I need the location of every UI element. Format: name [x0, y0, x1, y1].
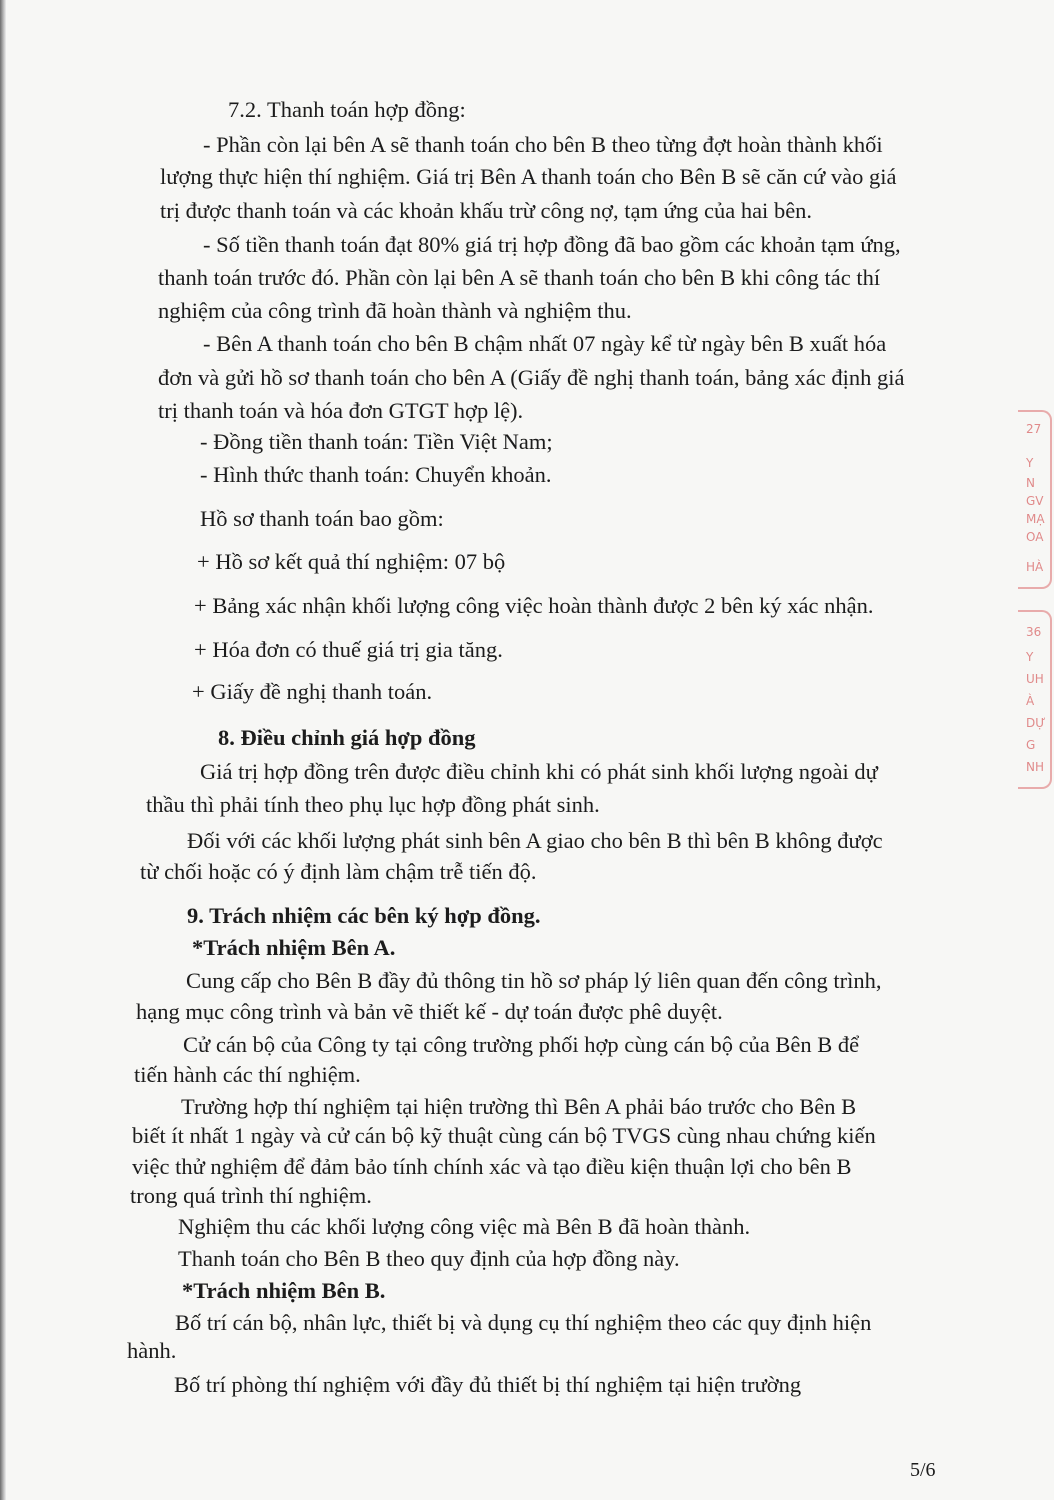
- paragraph-line: trong quá trình thí nghiệm.: [130, 1183, 372, 1208]
- paragraph-line: Cử cán bộ của Công ty tại công trường phối hợp cùng cán bộ của Bên B để: [183, 1032, 860, 1057]
- paragraph-line: Cung cấp cho Bên B đầy đủ thông tin hồ sơ pháp lý liên quan đến công trình,: [186, 968, 882, 993]
- stamp-text: NH: [1026, 760, 1044, 774]
- stamp-text: GV: [1026, 494, 1044, 508]
- subsection-party-a-heading: *Trách nhiệm Bên A.: [192, 935, 396, 960]
- list-item: + Bảng xác nhận khối lượng công việc hoàn thành được 2 bên ký xác nhận.: [194, 593, 874, 618]
- paragraph-line: Đối với các khối lượng phát sinh bên A giao cho bên B thì bên B không được: [187, 828, 883, 853]
- stamp-text: Y: [1026, 650, 1034, 664]
- subsection-party-b-heading: *Trách nhiệm Bên B.: [182, 1278, 386, 1303]
- section-9-heading: 9. Trách nhiệm các bên ký hợp đồng.: [187, 903, 541, 928]
- paragraph-line: hành.: [127, 1338, 177, 1363]
- paragraph-line: trị được thanh toán và các khoản khấu trừ công nợ, tạm ứng của hai bên.: [160, 198, 813, 223]
- paragraph-line: Nghiệm thu các khối lượng công việc mà Bên B đã hoàn thành.: [178, 1214, 751, 1239]
- stamp-text: OA: [1026, 530, 1044, 544]
- paragraph-line: - Hình thức thanh toán: Chuyển khoản.: [200, 462, 552, 487]
- list-item: + Hồ sơ kết quả thí nghiệm: 07 bộ: [197, 549, 506, 574]
- stamp-text: G: [1026, 738, 1036, 752]
- stamp-text: À: [1026, 694, 1035, 708]
- paragraph-line: nghiệm của công trình đã hoàn thành và nghiệm thu.: [158, 298, 632, 323]
- section-8-heading: 8. Điều chỉnh giá hợp đồng: [218, 725, 476, 750]
- stamp-text: MẠ: [1026, 512, 1045, 526]
- stamp-text: Y: [1026, 456, 1034, 470]
- paragraph-line: thầu thì phải tính theo phụ lục hợp đồng phát sinh.: [146, 792, 600, 817]
- stamp-text: DỰ: [1026, 716, 1046, 730]
- list-item: + Giấy đề nghị thanh toán.: [192, 679, 433, 704]
- paragraph-line: từ chối hoặc có ý định làm chậm trễ tiến độ.: [140, 859, 537, 884]
- paragraph-line: đơn và gửi hồ sơ thanh toán cho bên A (Giấy đề nghị thanh toán, bảng xác định giá: [158, 365, 905, 390]
- paragraph-line: - Bên A thanh toán cho bên B chậm nhất 07 ngày kể từ ngày bên B xuất hóa: [203, 331, 887, 356]
- stamp-text: 36: [1026, 625, 1042, 639]
- page-number: 5/6: [910, 1459, 936, 1481]
- list-item: + Hóa đơn có thuế giá trị gia tăng.: [194, 637, 503, 662]
- section-7-2-heading: 7.2. Thanh toán hợp đồng:: [228, 97, 466, 122]
- paragraph-line: hạng mục công trình và bản vẽ thiết kế - dự toán được phê duyệt.: [136, 999, 723, 1024]
- paragraph-line: Giá trị hợp đồng trên được điều chỉnh khi có phát sinh khối lượng ngoài dự: [200, 759, 878, 784]
- stamp-text: N: [1026, 476, 1035, 490]
- paragraph-line: - Phần còn lại bên A sẽ thanh toán cho bên B theo từng đợt hoàn thành khối: [203, 132, 883, 157]
- seal-stamp-fragment: [1016, 410, 1052, 790]
- paragraph-line: - Đồng tiền thanh toán: Tiền Việt Nam;: [200, 429, 553, 454]
- paragraph-line: - Số tiền thanh toán đạt 80% giá trị hợp đồng đã bao gồm các khoản tạm ứng,: [203, 232, 901, 257]
- paragraph-line: Trường hợp thí nghiệm tại hiện trường thì Bên A phải báo trước cho Bên B: [181, 1094, 857, 1119]
- paragraph-line: thanh toán trước đó. Phần còn lại bên A sẽ thanh toán cho bên B khi công tác thí: [158, 265, 881, 290]
- paragraph-line: Bố trí cán bộ, nhân lực, thiết bị và dụng cụ thí nghiệm theo các quy định hiện: [175, 1310, 872, 1335]
- paragraph-line: Hồ sơ thanh toán bao gồm:: [200, 506, 444, 531]
- paragraph-line: biết ít nhất 1 ngày và cử cán bộ kỹ thuật cùng cán bộ TVGS cùng nhau chứng kiến: [132, 1123, 876, 1148]
- paragraph-line: Bố trí phòng thí nghiệm với đầy đủ thiết bị thí nghiệm tại hiện trường: [174, 1372, 802, 1397]
- paragraph-line: tiến hành các thí nghiệm.: [134, 1062, 361, 1087]
- paragraph-line: việc thử nghiệm để đảm bảo tính chính xác và tạo điều kiện thuận lợi cho bên B: [132, 1154, 852, 1179]
- stamp-text: HÀ: [1026, 560, 1044, 574]
- stamp-text: UH: [1026, 672, 1044, 686]
- paragraph-line: trị thanh toán và hóa đơn GTGT hợp lệ).: [158, 398, 524, 423]
- stamp-text: 27: [1026, 422, 1042, 436]
- paragraph-line: lượng thực hiện thí nghiệm. Giá trị Bên A thanh toán cho Bên B sẽ căn cứ vào giá: [160, 164, 897, 189]
- binding-edge: [0, 0, 6, 1500]
- paragraph-line: Thanh toán cho Bên B theo quy định của hợp đồng này.: [178, 1246, 680, 1271]
